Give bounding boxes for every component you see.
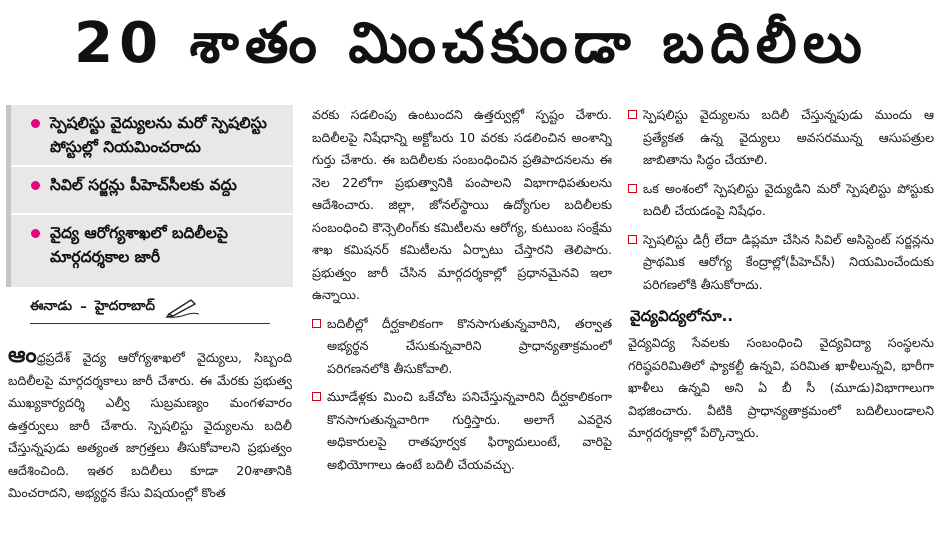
square-bullet-icon: [312, 319, 321, 328]
highlight-text: సివిల్ సర్జన్లు పీహెచ్‌సీలకు వద్దు: [50, 176, 237, 194]
guideline-item: [628, 229, 934, 297]
guideline-text: స్పెషలిస్టు డిగ్రీ లేదా డిప్లమా చేసిన సివిల్ అసిస్టెంట్ సర్జన్లను ప్రాథమిక ఆరోగ్య కేంద్రాల్లో(పీహెచ్‌సీ) నియమించేందుకు పరిగణలోకి తీసుకోరాదు.: [643, 231, 934, 292]
guideline-item: [628, 104, 934, 172]
guideline-item: [312, 386, 612, 476]
square-bullet-icon: [628, 110, 637, 119]
square-bullet-icon: [312, 392, 321, 401]
byline-source: ఈనాడు: [30, 297, 73, 314]
highlight-item: [11, 215, 293, 275]
guideline-text: ఒక అంశంలో స్పెషలిస్టు వైద్యుడిని మరో స్పెషలిస్టు పోస్టుకు బదిలీ చేయడంపై నిషేధం.: [643, 180, 934, 218]
highlight-item: [11, 105, 293, 167]
article-paragraph: [8, 346, 292, 505]
guideline-item: [312, 313, 612, 381]
paragraph-text: ధ్రప్రదేశ్ వైద్య ఆరోగ్యశాఖలో వైద్యులు, సిబ్బంది బదిలీలపై మార్గదర్శకాలు జారీ చేశారు. ఈ మేరకు ప్రభుత్వ ముఖ్యకార్యదర్శి ఎల్వీ సుబ్రమణ్యం మంగళవారం ఉత్తర్వులు జారీ చేశారు. స్పెషలిస్టు వైద్యులను బదిలీ చేస్తున్నపుడు అత్యంత జాగ్రత్తలు తీసుకోవాలని ప్రభుత్వం ఆదేశించింది. ఇతర బదిలీలు కూడా 20శాతానికి మించరాదని, అభ్యర్థన కేసు విషయంల్లో కొంత: [8, 350, 292, 500]
byline-city: హైదరాబాద్: [94, 297, 155, 314]
guideline-item: [628, 178, 934, 223]
article-column-1: [8, 346, 292, 536]
square-bullet-icon: [628, 235, 637, 244]
highlight-text: వైద్య ఆరోగ్యశాఖలో బదిలీలపై మార్గదర్శకాల జారీ: [50, 224, 228, 266]
headline: 20 శాతం మించకుండా బదిలీలు: [74, 10, 868, 76]
byline: [30, 292, 270, 322]
bullet-dot-icon: [31, 181, 40, 190]
pen-icon: [165, 296, 201, 318]
highlight-item: [11, 167, 293, 215]
guideline-text: స్పెషలిస్టు వైద్యులను బదిలీ చేస్తున్నపుడు ముందు ఆ ప్రత్యేకత ఉన్న వైద్యులు అవసరమున్న ఆసుపత్రుల జాబితాను సిద్ధం చేయాలి.: [643, 107, 934, 167]
square-bullet-icon: [628, 184, 637, 193]
article-column-3: [628, 104, 934, 534]
bullet-dot-icon: [31, 119, 40, 128]
bullet-dot-icon: [31, 229, 40, 238]
article-paragraph: వరకు సడలింపు ఉంటుందని ఉత్తర్వుల్లో స్పష్టం చేశారు. బదిలీలపై నిషేధాన్ని అక్టోబరు 10 వరకు సడలించిన అంశాన్ని గుర్తు చేశారు. ఈ బదిలీలకు సంబంధించిన ప్రతిపాదనలను ఈ నెల 22లోగా ప్రభుత్వానికి పంపాలని విభాగాధిపతులను ఆదేశించారు. జిల్లా, జోనల్‌స్థాయి ఉద్యోగుల బదిలీలకు సంబంధించి కౌన్సెలింగ్‌కు కమిటీలను ఆరోగ్య, కుటుంబ సంక్షేమ శాఖ కమిషనర్ కమిటీలను ఏర్పాటు చేస్తారని తెలిపారు. ప్రభుత్వం జారీ చేసిన మార్గదర్శకాల్లో ప్రధానమైనవి ఇలా ఉన్నాయి.: [312, 107, 612, 302]
dropcap: ఆం: [8, 346, 37, 368]
highlights-box: [6, 105, 293, 287]
guideline-text: బదిలీల్లో దీర్ఘకాలికంగా కొనసాగుతున్నవారిని, తర్వాత అభ్యర్థన చేసుకున్నవారిని ప్రాధాన్యతాక్రమంలో పరిగణనలోకి తీసుకోవాలి.: [327, 315, 612, 376]
guideline-text: మూడేళ్లకు మించి ఒకేచోట పనిచేస్తున్నవారిని దీర్ఘకాలికంగా కొనసాగుతున్నవారిగా గుర్తిస్తారు. అలాగే ఎవరైన అధికారులపై రాతపూర్వక ఫిర్యాదులుంటే, వారిపై అభియోగాలు ఉంటే బదిలీ చేయవచ్చు.: [327, 389, 612, 472]
article-paragraph: వైద్యవిద్య సేవలకు సంబంధించి వైద్యవిద్యా సంస్థలను గరిష్ఠపరిమితిలో ఫ్యాకల్టీ ఉన్నవి, పరిమిత ఖాళీలున్నవి, భారీగా ఖాళీలు ఉన్నవి అని ఏ బీ సీ (మూడు)విభాగాలుగా విభజించారు. వీటికి ప్రాధాన్యతాక్రమంలో బదిలీలుండాలని మార్గదర్శకాల్లో పేర్కొన్నారు.: [628, 335, 934, 440]
byline-rule: [30, 323, 270, 324]
subheading: వైద్యవిద్యలోనూ..: [630, 307, 734, 325]
byline-separator: –: [80, 299, 87, 315]
article-column-2: [312, 104, 612, 534]
highlight-text: స్పెషలిస్టు వైద్యులను మరో స్పెషలిస్టు పోస్టుల్లో నియమించరాదు: [50, 114, 267, 156]
